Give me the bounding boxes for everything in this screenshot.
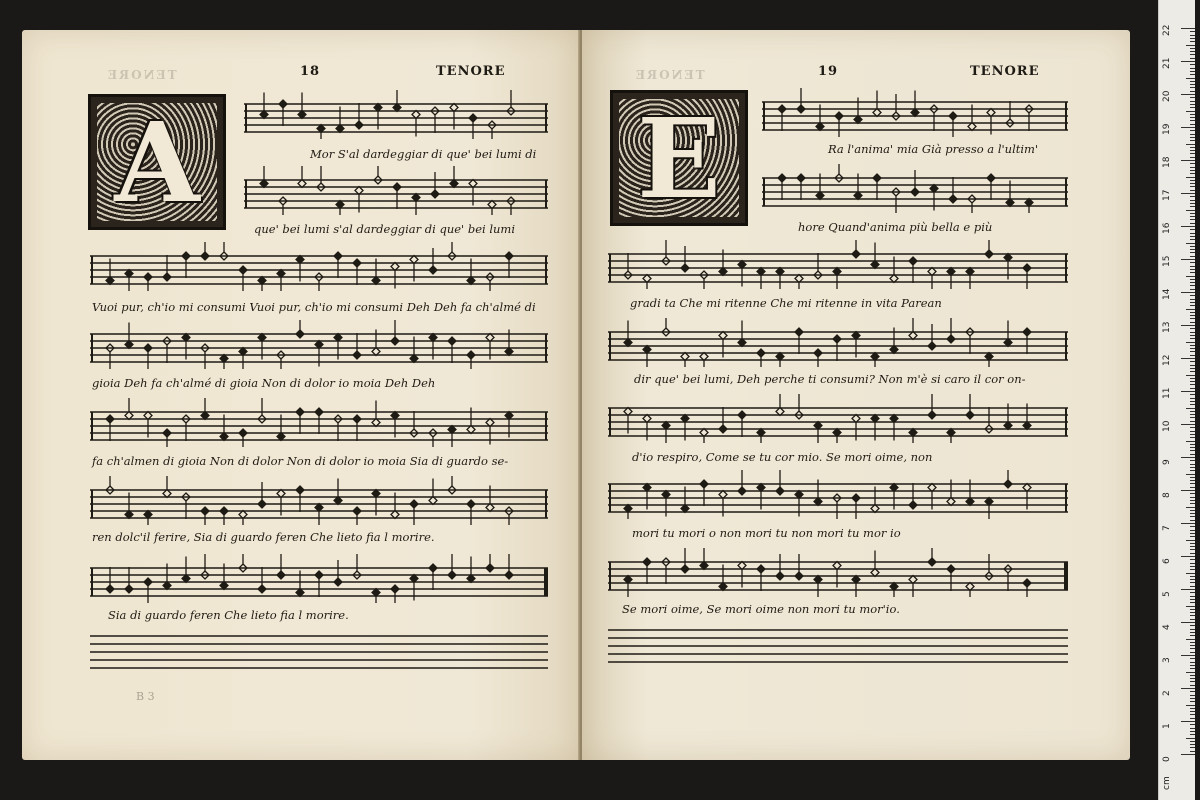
right-staff-5 (608, 394, 1068, 444)
ruler-major-tick (1181, 622, 1195, 623)
ruler-minor-tick (1190, 401, 1195, 402)
ruler-minor-tick (1190, 87, 1195, 88)
ruler-number: 2 (1162, 690, 1172, 696)
right-staff-3 (608, 240, 1068, 290)
ruler-major-tick (1181, 556, 1195, 557)
ruler-minor-tick (1190, 394, 1195, 395)
ruler-minor-tick (1186, 573, 1195, 574)
ruler-minor-tick (1190, 81, 1195, 82)
ruler-minor-tick (1190, 269, 1195, 270)
ruler-minor-tick (1190, 444, 1195, 445)
ruler-minor-tick (1190, 183, 1195, 184)
ruler-minor-tick (1190, 147, 1195, 148)
right-staff-2 (762, 164, 1068, 214)
ruler-minor-tick (1190, 718, 1195, 719)
ruler-minor-tick (1190, 516, 1195, 517)
ruler-minor-tick (1190, 533, 1195, 534)
ruler-minor-tick (1190, 114, 1195, 115)
ruler-minor-tick (1190, 503, 1195, 504)
ruler-minor-tick (1190, 510, 1195, 511)
ruler-minor-tick (1190, 681, 1195, 682)
right-empty-staff (608, 626, 1068, 670)
ruler-number: 7 (1162, 525, 1172, 531)
ruler-minor-tick (1190, 454, 1195, 455)
left-staff-7 (90, 554, 548, 604)
ruler-minor-tick (1186, 606, 1195, 607)
ruler-minor-tick (1190, 450, 1195, 451)
ruler-minor-tick (1186, 276, 1195, 277)
ruler-minor-tick (1186, 507, 1195, 508)
ruler-minor-tick (1186, 45, 1195, 46)
ruler-number: 18 (1162, 156, 1172, 168)
ruler-minor-tick (1186, 705, 1195, 706)
signature-mark: B 3 (136, 690, 155, 703)
initial-letter-e: E (637, 93, 721, 223)
ruler-minor-tick (1190, 487, 1195, 488)
ruler-minor-tick (1190, 431, 1195, 432)
ruler-minor-tick (1190, 332, 1195, 333)
ruler-minor-tick (1190, 163, 1195, 164)
ruler-major-tick (1181, 259, 1195, 260)
ruler-number: 10 (1162, 420, 1172, 432)
ruler-minor-tick (1190, 266, 1195, 267)
ruler-major-tick (1181, 424, 1195, 425)
ruler-minor-tick (1190, 536, 1195, 537)
ruler-minor-tick (1190, 414, 1195, 415)
ruler-minor-tick (1190, 348, 1195, 349)
ruler-minor-tick (1190, 381, 1195, 382)
left-staff-3 (90, 242, 548, 292)
ruler-minor-tick (1190, 427, 1195, 428)
ruler-minor-tick (1190, 150, 1195, 151)
ruler-minor-tick (1190, 635, 1195, 636)
ruler-minor-tick (1190, 576, 1195, 577)
ruler-minor-tick (1186, 408, 1195, 409)
right-staff-4 (608, 318, 1068, 368)
ruler-major-tick (1181, 292, 1195, 293)
ruler-number: 19 (1162, 123, 1172, 135)
left-staff-5 (90, 398, 548, 448)
ruler-minor-tick (1190, 629, 1195, 630)
ruler-minor-tick (1190, 549, 1195, 550)
ruler-minor-tick (1190, 295, 1195, 296)
right-staff-1 (762, 88, 1068, 138)
ruler-minor-tick (1190, 685, 1195, 686)
ruler-minor-tick (1190, 216, 1195, 217)
ruler-minor-tick (1190, 54, 1195, 55)
ruler-minor-tick (1190, 335, 1195, 336)
ruler-minor-tick (1190, 157, 1195, 158)
ruler-major-tick (1181, 160, 1195, 161)
ruler-minor-tick (1190, 384, 1195, 385)
initial-letter-a: A (114, 97, 200, 227)
ruler-minor-tick (1190, 582, 1195, 583)
right-lyric-1: Ra l'anima' mia Già presso a l'ultim' (828, 142, 1039, 156)
ruler-minor-tick (1190, 678, 1195, 679)
ruler-minor-tick (1190, 64, 1195, 65)
ruler-minor-tick (1190, 625, 1195, 626)
ruler-minor-tick (1186, 177, 1195, 178)
ruler-minor-tick (1190, 170, 1195, 171)
ruler-minor-tick (1190, 282, 1195, 283)
ruler-minor-tick (1190, 186, 1195, 187)
right-lyric-6: mori tu mori o non mori tu non mori tu mor io (632, 526, 901, 540)
ruler-minor-tick (1190, 615, 1195, 616)
ruler-minor-tick (1190, 632, 1195, 633)
ruler-minor-tick (1190, 196, 1195, 197)
ruler-minor-tick (1186, 342, 1195, 343)
ruler-minor-tick (1190, 619, 1195, 620)
ruler-minor-tick (1190, 652, 1195, 653)
ruler-minor-tick (1186, 78, 1195, 79)
ruler-minor-tick (1190, 322, 1195, 323)
ruler-minor-tick (1190, 566, 1195, 567)
right-lyric-5: d'io respiro, Come se tu cor mio. Se mori oime, non (632, 450, 933, 464)
ruler-minor-tick (1190, 289, 1195, 290)
ruler-minor-tick (1190, 747, 1195, 748)
ruler-minor-tick (1190, 229, 1195, 230)
ruler-number: 5 (1162, 591, 1172, 597)
ruler-minor-tick (1190, 84, 1195, 85)
ruler-minor-tick (1190, 345, 1195, 346)
ruler-minor-tick (1190, 361, 1195, 362)
ruler-minor-tick (1190, 200, 1195, 201)
ruler-minor-tick (1190, 312, 1195, 313)
ruler-minor-tick (1190, 249, 1195, 250)
ruler-number: 11 (1162, 387, 1172, 399)
ruler-minor-tick (1190, 272, 1195, 273)
ruler-minor-tick (1190, 480, 1195, 481)
ruler-number: 20 (1162, 90, 1172, 102)
ruler-number: 22 (1162, 24, 1172, 36)
ruler-minor-tick (1190, 246, 1195, 247)
ruler-minor-tick (1190, 31, 1195, 32)
ruler-minor-tick (1190, 404, 1195, 405)
ruler-minor-tick (1190, 734, 1195, 735)
ruler-minor-tick (1190, 48, 1195, 49)
ruler-minor-tick (1190, 701, 1195, 702)
ruler-minor-tick (1186, 672, 1195, 673)
ruler-major-tick (1181, 358, 1195, 359)
ruler-major-tick (1181, 226, 1195, 227)
ruler-major-tick (1181, 721, 1195, 722)
ruler-minor-tick (1190, 173, 1195, 174)
ruler-minor-tick (1190, 421, 1195, 422)
ruler-major-tick (1181, 490, 1195, 491)
ruler-minor-tick (1190, 714, 1195, 715)
ruler-minor-tick (1190, 500, 1195, 501)
ruler-number: 12 (1162, 354, 1172, 366)
left-page-number: 18 (300, 64, 321, 79)
ruler-minor-tick (1190, 612, 1195, 613)
ruler-minor-tick (1190, 543, 1195, 544)
ruler-number: 6 (1162, 558, 1172, 564)
ruler-minor-tick (1190, 71, 1195, 72)
ruler-minor-tick (1190, 107, 1195, 108)
ruler-minor-tick (1190, 305, 1195, 306)
ruler-minor-tick (1190, 299, 1195, 300)
ruler-minor-tick (1190, 728, 1195, 729)
ruler-major-tick (1181, 127, 1195, 128)
ruler-minor-tick (1190, 388, 1195, 389)
left-staff-4 (90, 320, 548, 370)
ruler-major-tick (1181, 193, 1195, 194)
ruler-minor-tick (1190, 559, 1195, 560)
ruler-minor-tick (1190, 467, 1195, 468)
ruler-minor-tick (1190, 668, 1195, 669)
ruler-minor-tick (1190, 460, 1195, 461)
ruler-major-tick (1181, 28, 1195, 29)
left-voice-label: TENORE (436, 64, 506, 79)
ruler-minor-tick (1190, 417, 1195, 418)
ruler-minor-tick (1190, 256, 1195, 257)
left-staff-1 (244, 90, 548, 140)
ruler-minor-tick (1186, 738, 1195, 739)
ruler-minor-tick (1186, 210, 1195, 211)
ruler-minor-tick (1190, 526, 1195, 527)
ruler-minor-tick (1190, 378, 1195, 379)
ruler-minor-tick (1186, 441, 1195, 442)
ruler-number: 21 (1162, 57, 1172, 69)
ruler-minor-tick (1190, 470, 1195, 471)
ruler-minor-tick (1190, 190, 1195, 191)
right-page-number: 19 (818, 64, 839, 79)
ruler-major-tick (1181, 688, 1195, 689)
ruler-minor-tick (1190, 483, 1195, 484)
ruler-minor-tick (1186, 540, 1195, 541)
ruler-minor-tick (1186, 243, 1195, 244)
ruler-minor-tick (1190, 134, 1195, 135)
ruler-minor-tick (1186, 111, 1195, 112)
ruler-minor-tick (1190, 91, 1195, 92)
left-ghost-header: TENORE (106, 68, 177, 82)
ruler-minor-tick (1190, 744, 1195, 745)
ruler-unit-label: cm (1162, 776, 1172, 790)
right-ghost-header: TENORE (634, 68, 705, 82)
ruler-minor-tick (1190, 206, 1195, 207)
ruler-minor-tick (1190, 592, 1195, 593)
ruler-minor-tick (1190, 411, 1195, 412)
ruler-minor-tick (1190, 236, 1195, 237)
ruler-minor-tick (1190, 371, 1195, 372)
ruler-minor-tick (1190, 642, 1195, 643)
ruler-minor-tick (1190, 596, 1195, 597)
ruler-minor-tick (1190, 41, 1195, 42)
ruler-minor-tick (1190, 302, 1195, 303)
ruler-major-tick (1181, 94, 1195, 95)
ruler-minor-tick (1190, 741, 1195, 742)
right-page (582, 30, 1130, 760)
ruler-minor-tick (1190, 315, 1195, 316)
ruler-minor-tick (1190, 35, 1195, 36)
ruler-number: 15 (1162, 255, 1172, 267)
ruler-minor-tick (1190, 101, 1195, 102)
ruler-minor-tick (1190, 285, 1195, 286)
ruler-minor-tick (1190, 658, 1195, 659)
ruler-minor-tick (1190, 203, 1195, 204)
ruler-minor-tick (1190, 513, 1195, 514)
ruler-minor-tick (1190, 569, 1195, 570)
ruler-number: 3 (1162, 657, 1172, 663)
ruler-minor-tick (1190, 711, 1195, 712)
ruler-minor-tick (1190, 708, 1195, 709)
ruler-minor-tick (1190, 665, 1195, 666)
ruler-minor-tick (1190, 97, 1195, 98)
ruler-minor-tick (1190, 464, 1195, 465)
ruler-minor-tick (1190, 609, 1195, 610)
ruler-minor-tick (1190, 328, 1195, 329)
ruler-minor-tick (1190, 553, 1195, 554)
ruler-minor-tick (1190, 120, 1195, 121)
left-staff-2 (244, 166, 548, 216)
ruler-minor-tick (1190, 599, 1195, 600)
ruler-minor-tick (1190, 447, 1195, 448)
ruler-minor-tick (1190, 546, 1195, 547)
ruler-minor-tick (1190, 477, 1195, 478)
measuring-ruler (1158, 0, 1195, 800)
ruler-minor-tick (1190, 117, 1195, 118)
ruler-minor-tick (1190, 355, 1195, 356)
ruler-major-tick (1181, 754, 1195, 755)
ruler-major-tick (1181, 523, 1195, 524)
ruler-minor-tick (1190, 137, 1195, 138)
ruler-minor-tick (1190, 695, 1195, 696)
left-page (22, 30, 580, 760)
left-decorated-initial (88, 94, 226, 230)
ruler-minor-tick (1190, 602, 1195, 603)
ruler-minor-tick (1190, 58, 1195, 59)
left-empty-staff (90, 632, 548, 676)
ruler-minor-tick (1190, 213, 1195, 214)
ruler-number: 13 (1162, 321, 1172, 333)
ruler-major-tick (1181, 61, 1195, 62)
ruler-minor-tick (1190, 153, 1195, 154)
ruler-minor-tick (1190, 731, 1195, 732)
ruler-minor-tick (1190, 579, 1195, 580)
ruler-minor-tick (1190, 51, 1195, 52)
ruler-minor-tick (1190, 563, 1195, 564)
ruler-minor-tick (1190, 338, 1195, 339)
ruler-number: 8 (1162, 492, 1172, 498)
ruler-minor-tick (1190, 104, 1195, 105)
ruler-minor-tick (1190, 662, 1195, 663)
ruler-minor-tick (1190, 698, 1195, 699)
ruler-major-tick (1181, 589, 1195, 590)
ruler-minor-tick (1190, 368, 1195, 369)
left-staff-6 (90, 476, 548, 526)
ruler-minor-tick (1190, 68, 1195, 69)
ruler-minor-tick (1190, 724, 1195, 725)
ruler-minor-tick (1190, 530, 1195, 531)
ruler-minor-tick (1190, 434, 1195, 435)
ruler-minor-tick (1190, 233, 1195, 234)
ruler-minor-tick (1190, 74, 1195, 75)
ruler-minor-tick (1190, 351, 1195, 352)
ruler-major-tick (1181, 391, 1195, 392)
ruler-major-tick (1181, 655, 1195, 656)
ruler-minor-tick (1190, 252, 1195, 253)
open-book (22, 30, 1130, 760)
ruler-number: 16 (1162, 222, 1172, 234)
ruler-minor-tick (1186, 309, 1195, 310)
left-lyric-2: que' bei lumi s'al dardeggiar di que' bei lumi (254, 222, 516, 236)
left-lyric-1: Mor S'al dardeggiar di que' bei lumi di (310, 147, 537, 161)
right-lyric-4: dir que' bei lumi, Deh perche ti consumi? Non m'è si caro il cor on- (634, 372, 1026, 386)
ruler-number: 0 (1162, 756, 1172, 762)
ruler-minor-tick (1190, 262, 1195, 263)
ruler-minor-tick (1190, 691, 1195, 692)
right-staff-7 (608, 548, 1068, 598)
right-staff-6 (608, 470, 1068, 520)
ruler-minor-tick (1186, 639, 1195, 640)
ruler-minor-tick (1190, 318, 1195, 319)
ruler-minor-tick (1190, 223, 1195, 224)
ruler-minor-tick (1190, 675, 1195, 676)
ruler-minor-tick (1190, 365, 1195, 366)
ruler-number: 9 (1162, 459, 1172, 465)
ruler-minor-tick (1186, 375, 1195, 376)
ruler-minor-tick (1190, 497, 1195, 498)
ruler-minor-tick (1190, 493, 1195, 494)
left-lyric-4: gioia Deh fa ch'almé di gioia Non di dolor io moia Deh Deh (92, 376, 436, 390)
right-lyric-3: gradi ta Che mi ritenne Che mi ritenne in vita Parean (630, 296, 942, 310)
ruler-minor-tick (1190, 167, 1195, 168)
ruler-number: 14 (1162, 288, 1172, 300)
ruler-number: 17 (1162, 189, 1172, 201)
ruler-minor-tick (1190, 180, 1195, 181)
ruler-minor-tick (1186, 474, 1195, 475)
ruler-minor-tick (1190, 586, 1195, 587)
left-lyric-3: Vuoi pur, ch'io mi consumi Vuoi pur, ch'io mi consumi Deh Deh fa ch'almé di (92, 300, 536, 314)
ruler-minor-tick (1186, 144, 1195, 145)
ruler-major-tick (1181, 457, 1195, 458)
right-lyric-7: Se mori oime, Se mori oime non mori tu mor'io. (622, 602, 900, 616)
ruler-minor-tick (1190, 645, 1195, 646)
ruler-minor-tick (1190, 279, 1195, 280)
right-voice-label: TENORE (970, 64, 1040, 79)
right-lyric-2: hore Quand'anima più bella e più (798, 220, 993, 234)
ruler-number: 4 (1162, 624, 1172, 630)
ruler-minor-tick (1190, 239, 1195, 240)
ruler-number: 1 (1162, 723, 1172, 729)
ruler-minor-tick (1190, 38, 1195, 39)
ruler-minor-tick (1190, 437, 1195, 438)
ruler-minor-tick (1190, 648, 1195, 649)
left-lyric-6: ren dolc'il ferire, Sia di guardo feren Che lieto fia l morire. (92, 530, 435, 544)
ruler-minor-tick (1190, 751, 1195, 752)
left-lyric-5: fa ch'almen di gioia Non di dolor Non di dolor io moia Sia di guardo se- (92, 454, 509, 468)
ruler-minor-tick (1190, 520, 1195, 521)
left-lyric-7: Sia di guardo feren Che lieto fia l morire. (108, 608, 349, 622)
ruler-minor-tick (1190, 140, 1195, 141)
right-decorated-initial (610, 90, 748, 226)
ruler-major-tick (1181, 325, 1195, 326)
ruler-minor-tick (1190, 219, 1195, 220)
ruler-minor-tick (1190, 398, 1195, 399)
ruler-minor-tick (1190, 130, 1195, 131)
ruler-minor-tick (1190, 124, 1195, 125)
